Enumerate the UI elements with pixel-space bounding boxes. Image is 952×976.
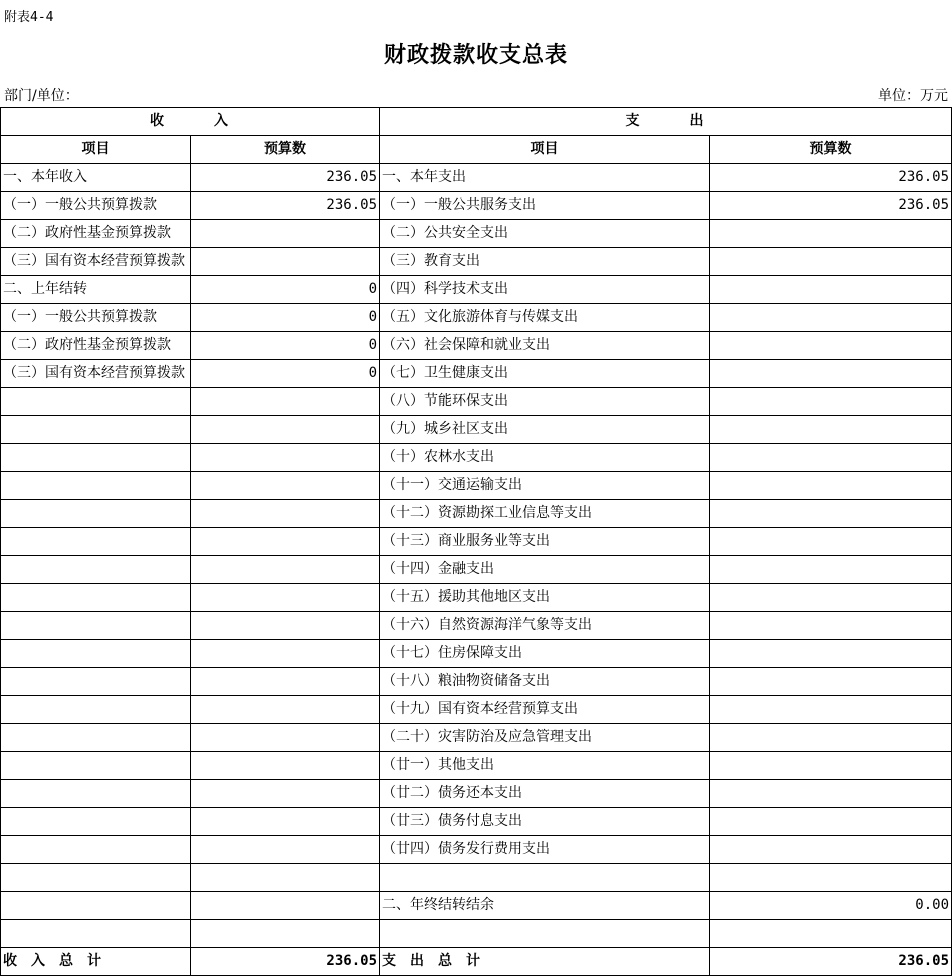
expense-section-header: 支 出 [380, 108, 952, 136]
expense-item-cell: （二十）灾害防治及应急管理支出 [380, 724, 710, 752]
table-row [1, 444, 952, 472]
expense-item-cell: （一）一般公共服务支出 [380, 192, 710, 220]
expense-value-cell [710, 920, 952, 948]
table-row [1, 304, 952, 332]
expense-item-cell: （七）卫生健康支出 [380, 360, 710, 388]
unit-label: 单位：万元 [878, 88, 948, 104]
income-item-cell [1, 612, 191, 640]
income-item-cell [1, 892, 191, 920]
expense-value-cell [710, 248, 952, 276]
total-row [1, 948, 952, 976]
income-item-cell [1, 444, 191, 472]
table-row [1, 724, 952, 752]
income-value-cell [191, 416, 380, 444]
expense-item-cell: （十二）资源勘探工业信息等支出 [380, 500, 710, 528]
expense-item-cell: （十六）自然资源海洋气象等支出 [380, 612, 710, 640]
table-row [1, 808, 952, 836]
income-value-cell [191, 808, 380, 836]
income-item-header: 项目 [1, 136, 191, 164]
page-title: 财政拨款收支总表 [383, 42, 568, 68]
income-value-cell [191, 864, 380, 892]
expense-value-cell [710, 276, 952, 304]
expense-value-cell [710, 556, 952, 584]
expense-value-cell [710, 220, 952, 248]
income-value-cell [191, 892, 380, 920]
expense-item-cell: （二）公共安全支出 [380, 220, 710, 248]
section-header-row [1, 108, 952, 136]
income-value-cell [191, 500, 380, 528]
table-row [1, 584, 952, 612]
income-total-label: 收 入 总 计 [1, 948, 191, 976]
expense-value-cell [710, 304, 952, 332]
table-row [1, 164, 952, 192]
expense-value-cell [710, 332, 952, 360]
income-item-cell [1, 388, 191, 416]
income-item-cell [1, 472, 191, 500]
expense-item-cell: （八）节能环保支出 [380, 388, 710, 416]
expense-item-cell: 一、本年支出 [380, 164, 710, 192]
income-value-cell: 0 [191, 276, 380, 304]
expense-item-cell [380, 864, 710, 892]
table-row [1, 864, 952, 892]
income-item-cell: （二）政府性基金预算拨款 [1, 220, 191, 248]
expense-value-cell [710, 640, 952, 668]
table-row [1, 500, 952, 528]
expense-value-cell [710, 808, 952, 836]
expense-budget-header: 预算数 [710, 136, 952, 164]
income-value-cell [191, 388, 380, 416]
table-row [1, 640, 952, 668]
expense-value-cell [710, 388, 952, 416]
table-row [1, 668, 952, 696]
expense-value-cell [710, 444, 952, 472]
income-value-cell [191, 220, 380, 248]
table-row [1, 752, 952, 780]
expense-item-cell: （廿三）债务付息支出 [380, 808, 710, 836]
expense-value-cell [710, 668, 952, 696]
table-row [1, 332, 952, 360]
income-value-cell [191, 472, 380, 500]
income-item-cell: 一、本年收入 [1, 164, 191, 192]
income-value-cell [191, 752, 380, 780]
expense-value-cell [710, 864, 952, 892]
expense-value-cell [710, 472, 952, 500]
expense-item-cell: （廿四）债务发行费用支出 [380, 836, 710, 864]
expense-item-cell: （廿一）其他支出 [380, 752, 710, 780]
income-value-cell [191, 444, 380, 472]
expense-item-cell: （十）农林水支出 [380, 444, 710, 472]
income-item-cell [1, 724, 191, 752]
expense-item-cell: （十七）住房保障支出 [380, 640, 710, 668]
expense-value-cell [710, 780, 952, 808]
income-item-cell [1, 696, 191, 724]
income-item-cell [1, 556, 191, 584]
expense-item-header: 项目 [380, 136, 710, 164]
annex-label: 附表4-4 [4, 10, 54, 25]
expense-item-cell: （廿二）债务还本支出 [380, 780, 710, 808]
income-value-cell [191, 836, 380, 864]
income-item-cell: 二、上年结转 [1, 276, 191, 304]
table-row [1, 696, 952, 724]
income-item-cell [1, 836, 191, 864]
expense-item-cell: （十一）交通运输支出 [380, 472, 710, 500]
expense-item-cell: （五）文化旅游体育与传媒支出 [380, 304, 710, 332]
income-item-cell [1, 528, 191, 556]
income-item-cell [1, 584, 191, 612]
table-row [1, 920, 952, 948]
income-item-cell [1, 500, 191, 528]
table-row [1, 556, 952, 584]
income-item-cell [1, 808, 191, 836]
expense-value-cell [710, 612, 952, 640]
income-item-cell [1, 640, 191, 668]
income-item-cell [1, 752, 191, 780]
expense-value-cell [710, 836, 952, 864]
expense-value-cell [710, 696, 952, 724]
expense-item-cell: （三）教育支出 [380, 248, 710, 276]
expense-value-cell [710, 752, 952, 780]
income-value-cell [191, 696, 380, 724]
table-row [1, 528, 952, 556]
table-row [1, 416, 952, 444]
expense-value-cell: 236.05 [710, 192, 952, 220]
table-row [1, 472, 952, 500]
expense-value-cell [710, 584, 952, 612]
income-item-cell: （三）国有资本经营预算拨款 [1, 360, 191, 388]
table-row [1, 248, 952, 276]
expense-value-cell: 0.00 [710, 892, 952, 920]
income-value-cell [191, 584, 380, 612]
income-total-value: 236.05 [191, 948, 380, 976]
table-row [1, 780, 952, 808]
expense-item-cell: 二、年终结转结余 [380, 892, 710, 920]
income-value-cell: 236.05 [191, 164, 380, 192]
income-item-cell: （二）政府性基金预算拨款 [1, 332, 191, 360]
expense-item-cell [380, 920, 710, 948]
income-value-cell: 236.05 [191, 192, 380, 220]
expense-item-cell: （十九）国有资本经营预算支出 [380, 696, 710, 724]
expense-value-cell [710, 724, 952, 752]
table-row [1, 836, 952, 864]
income-value-cell [191, 248, 380, 276]
column-header-row [1, 136, 952, 164]
income-item-cell [1, 780, 191, 808]
income-value-cell: 0 [191, 360, 380, 388]
income-item-cell [1, 864, 191, 892]
expense-value-cell [710, 500, 952, 528]
expense-value-cell [710, 360, 952, 388]
income-item-cell: （一）一般公共预算拨款 [1, 192, 191, 220]
income-value-cell [191, 780, 380, 808]
income-value-cell [191, 556, 380, 584]
expense-value-cell [710, 528, 952, 556]
income-value-cell [191, 668, 380, 696]
expense-value-cell [710, 416, 952, 444]
table-row [1, 612, 952, 640]
income-value-cell: 0 [191, 332, 380, 360]
expense-item-cell: （十四）金融支出 [380, 556, 710, 584]
expense-item-cell: （十五）援助其他地区支出 [380, 584, 710, 612]
table-row [1, 388, 952, 416]
income-value-cell [191, 612, 380, 640]
income-item-cell: （三）国有资本经营预算拨款 [1, 248, 191, 276]
table-row [1, 360, 952, 388]
expense-item-cell: （四）科学技术支出 [380, 276, 710, 304]
expense-total-value: 236.05 [710, 948, 952, 976]
income-budget-header: 预算数 [191, 136, 380, 164]
income-section-header: 收 入 [1, 108, 380, 136]
income-value-cell [191, 640, 380, 668]
income-item-cell [1, 416, 191, 444]
expense-item-cell: （十八）粮油物资储备支出 [380, 668, 710, 696]
table-row [1, 892, 952, 920]
income-value-cell [191, 724, 380, 752]
expense-item-cell: （十三）商业服务业等支出 [380, 528, 710, 556]
table-row [1, 276, 952, 304]
department-label: 部门/单位： [4, 88, 79, 104]
income-value-cell [191, 528, 380, 556]
income-value-cell [191, 920, 380, 948]
income-item-cell [1, 668, 191, 696]
budget-table [0, 107, 952, 976]
expense-item-cell: （九）城乡社区支出 [380, 416, 710, 444]
income-item-cell: （一）一般公共预算拨款 [1, 304, 191, 332]
table-row [1, 220, 952, 248]
income-value-cell: 0 [191, 304, 380, 332]
expense-total-label: 支 出 总 计 [380, 948, 710, 976]
table-row [1, 192, 952, 220]
expense-item-cell: （六）社会保障和就业支出 [380, 332, 710, 360]
income-item-cell [1, 920, 191, 948]
expense-value-cell: 236.05 [710, 164, 952, 192]
